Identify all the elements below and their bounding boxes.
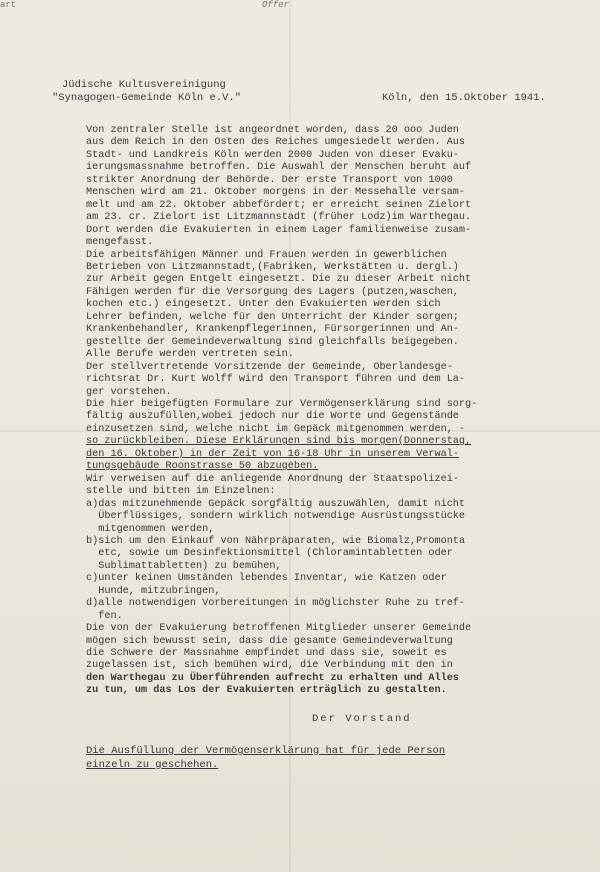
letter-body — [86, 125, 576, 698]
body-line: zu tun, um das Los der Evakuierten erträglich zu gestalten. — [86, 685, 447, 697]
body-line: ierungsmassnahme betroffen. Die Auswahl der Menschen beruht auf — [86, 162, 472, 174]
body-line: Betrieben von Litzmannstadt,(Fabriken, Werkstätten u. dergl.) — [86, 261, 459, 273]
body-line: etc, sowie um Desinfektionsmittel (Chloramintabletten oder — [86, 548, 453, 560]
body-line: Der stellvertretende Vorsitzende der Gemeinde, Oberlandesge- — [86, 361, 453, 373]
footer-note-line2: einzeln zu geschehen. — [86, 759, 219, 771]
body-line: aus dem Reich in den Osten des Reiches umgesiedelt werden. Aus — [86, 137, 466, 149]
body-line: mögen sich bewusst sein, dass die gesamte Gemeindeverwaltung — [86, 635, 453, 647]
body-line: c)unter keinen Umständen lebendes Inventar, wie Katzen oder — [86, 573, 447, 585]
body-line: fen. — [86, 610, 123, 622]
org-name-line1: Jüdische Kultusvereinigung — [62, 79, 226, 91]
body-line: Dort werden die Evakuierten in einem Lager familienweise zusam- — [86, 224, 472, 236]
body-line: am 23. cr. Zielort ist Litzmannstadt (früher Lodz)im Warthegau. — [86, 212, 472, 224]
signature-board: Der Vorstand — [312, 713, 412, 725]
body-line-underlined: den 16. Oktober) in der Zeit von 16-18 Uhr in unserem Verwal- — [86, 448, 459, 460]
footer-note-line1: Die Ausfüllung der Vermögenserklärung hat für jede Person — [86, 745, 446, 757]
body-line: Krankenbehandler, Krankenpflegerinnen, Fürsorgerinnen und An- — [86, 324, 459, 336]
body-line: die Schwere der Massnahme empfindet und dass sie, soweit es — [86, 648, 447, 660]
body-line: Die hier beigefügten Formulare zur Vermögenserklärung sind sorg- — [86, 398, 478, 410]
body-line: Fähigen werden für die Versorgung des Lagers (putzen,waschen, — [86, 286, 459, 298]
body-line: Überflüssiges, sondern wirklich notwendige Ausrüstungsstücke — [86, 511, 466, 523]
body-line: melt und am 22. Oktober abbefördert; er erreicht seinen Zielort — [86, 199, 472, 211]
body-line: Hunde, mitzubringen, — [86, 585, 221, 597]
body-line: Von zentraler Stelle ist angeordnet worden, dass 20 ooo Juden — [86, 125, 459, 136]
body-line: gestellte der Gemeindeverwaltung sind gleichfalls beigegeben. — [86, 336, 459, 348]
body-line: d)alle notwendigen Vorbereitungen in möglichster Ruhe zu tref- — [86, 598, 466, 610]
body-line: Sublimattabletten) zu bemühen, — [86, 560, 282, 572]
body-line: Wir verweisen auf die anliegende Anordnung der Staatspolizei- — [86, 473, 459, 485]
body-line: mitgenommen werden, — [86, 523, 215, 535]
body-line: fältig auszufüllen,wobei jedoch nur die Worte und Gegenstände — [86, 411, 459, 423]
body-line: Alle Berufe werden vertreten sein. — [86, 349, 294, 361]
body-line: Lehrer befinden, welche für den Unterricht der Kinder sorgen; — [86, 311, 459, 323]
body-line: richtsrat Dr. Kurt Wolff wird den Transport führen und dem La- — [86, 374, 466, 386]
body-line: stelle und bitten im Einzelnen: — [86, 486, 276, 498]
body-line: einzusetzen sind, welche nicht im Gepäck mitgenommen werden, - — [86, 423, 466, 435]
body-line-underlined: tungsgebäude Roonstrasse 50 abzugeben. — [86, 461, 319, 473]
body-line: mengefasst. — [86, 237, 154, 249]
body-line: strikter Anordnung der Behörde. Der erste Transport von 1000 — [86, 174, 453, 186]
body-line: zur Arbeit gegen Entgelt eingesetzt. Die zu dieser Arbeit nicht — [86, 274, 472, 286]
body-line: zugelassen ist, sich bemühen wird, die Verbindung mit den in — [86, 660, 453, 672]
body-line: Stadt- und Landkreis Köln werden 2000 Juden von dieser Evaku- — [86, 149, 459, 161]
org-name-line2: "Synagogen-Gemeinde Köln e.V." — [52, 92, 242, 104]
body-line: a)das mitzunehmende Gepäck sorgfältig auszuwählen, damit nicht — [86, 498, 466, 510]
corner-text-left: art — [0, 0, 17, 10]
footer-note — [86, 744, 566, 772]
corner-stamp-text: Offer — [262, 0, 290, 10]
body-line: Die arbeitsfähigen Männer und Frauen werden in gewerblichen — [86, 249, 447, 261]
body-line: Menschen wird am 21. Oktober morgens in der Messehalle versam- — [86, 187, 466, 199]
body-line: Die von der Evakuierung betroffenen Mitglieder unserer Gemeinde — [86, 623, 472, 635]
body-line: ger vorstehen. — [86, 386, 172, 398]
body-line-underlined: so zurückbleiben. Diese Erklärungen sind bis morgen(Donnerstag, — [86, 436, 472, 448]
body-line: kochen etc.) eingesetzt. Unter den Evakuierten werden sich — [86, 299, 441, 311]
letter-date: Köln, den 15.Oktober 1941. — [382, 92, 546, 104]
body-line: den Warthegau zu Überführenden aufrecht zu erhalten und Alles — [86, 672, 459, 684]
body-line: b)sich um den Einkauf von Nährpräparaten, wie Biomalz,Promonta — [86, 535, 466, 547]
